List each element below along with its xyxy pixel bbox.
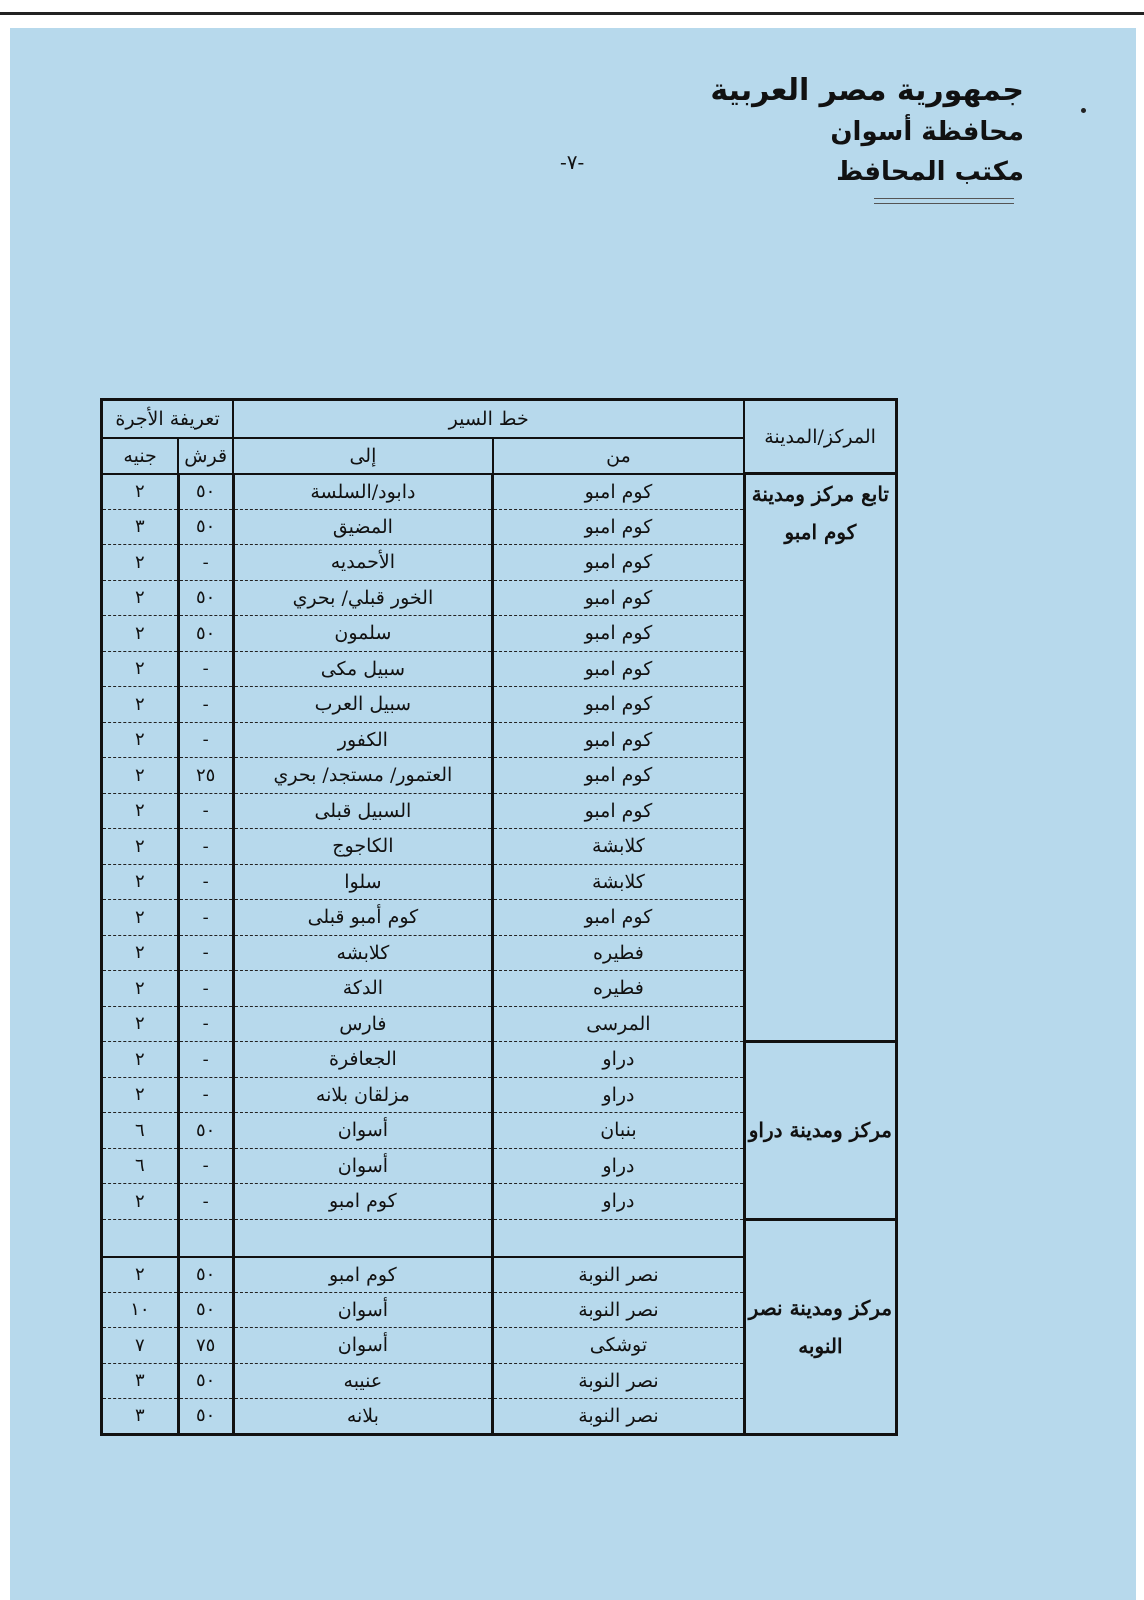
- pound-cell: ٢: [102, 758, 179, 794]
- from-cell: فطيره: [493, 971, 745, 1007]
- qirsh-cell: -: [178, 1184, 233, 1220]
- to-cell: سلوا: [233, 864, 493, 900]
- header-pound: جنيه: [102, 438, 179, 474]
- to-cell: الخور قبلي/ بحري: [233, 580, 493, 616]
- from-cell: كوم امبو: [493, 509, 745, 545]
- pound-cell: ٢: [102, 971, 179, 1007]
- region-cell: مركز ومدينة نصر النوبه: [744, 1219, 896, 1434]
- pound-cell: ٢: [102, 580, 179, 616]
- letterhead-governorate: محافظة أسوان: [830, 117, 1024, 147]
- pound-cell: ٣: [102, 509, 179, 545]
- to-cell: الجعافرة: [233, 1042, 493, 1078]
- from-cell: كلابشة: [493, 829, 745, 865]
- letterhead-underline: [874, 198, 1014, 204]
- empty-cell: [493, 1219, 745, 1257]
- pound-cell: ٢: [102, 1257, 179, 1293]
- qirsh-cell: -: [178, 722, 233, 758]
- pound-cell: ٢: [102, 864, 179, 900]
- page-number: -٧-: [560, 150, 585, 174]
- qirsh-cell: -: [178, 687, 233, 723]
- qirsh-cell: ٥٠: [178, 1257, 233, 1293]
- from-cell: المرسى: [493, 1006, 745, 1042]
- qirsh-cell: ٥٠: [178, 474, 233, 510]
- pound-cell: ٢: [102, 1042, 179, 1078]
- from-cell: بنبان: [493, 1113, 745, 1149]
- qirsh-cell: -: [178, 545, 233, 581]
- header-to: إلى: [233, 438, 493, 474]
- from-cell: كوم امبو: [493, 474, 745, 510]
- to-cell: أسوان: [233, 1292, 493, 1328]
- fare-table: [100, 398, 898, 1436]
- pound-cell: ٢: [102, 1184, 179, 1220]
- from-cell: نصر النوبة: [493, 1363, 745, 1399]
- qirsh-cell: ٥٠: [178, 580, 233, 616]
- qirsh-cell: -: [178, 900, 233, 936]
- pound-cell: ٢: [102, 545, 179, 581]
- header-region: المركز/المدينة: [744, 400, 896, 474]
- to-cell: الدكة: [233, 971, 493, 1007]
- empty-cell: [178, 1219, 233, 1257]
- top-edge: [0, 0, 1144, 15]
- to-cell: سبيل العرب: [233, 687, 493, 723]
- qirsh-cell: ٥٠: [178, 1399, 233, 1435]
- qirsh-cell: ٧٥: [178, 1328, 233, 1364]
- ink-dot: [1081, 108, 1086, 113]
- qirsh-cell: -: [178, 651, 233, 687]
- qirsh-cell: -: [178, 793, 233, 829]
- pound-cell: ٣: [102, 1363, 179, 1399]
- from-cell: كوم امبو: [493, 793, 745, 829]
- table-row: [102, 474, 897, 510]
- from-cell: كلابشة: [493, 864, 745, 900]
- qirsh-cell: ٥٠: [178, 509, 233, 545]
- empty-cell: [233, 1219, 493, 1257]
- qirsh-cell: -: [178, 1042, 233, 1078]
- to-cell: الكاجوج: [233, 829, 493, 865]
- to-cell: السبيل قبلى: [233, 793, 493, 829]
- fare-table-body: [102, 474, 897, 1435]
- spacer-row: [102, 1219, 897, 1257]
- to-cell: أسوان: [233, 1113, 493, 1149]
- pound-cell: ٣: [102, 1399, 179, 1435]
- pound-cell: ٢: [102, 616, 179, 652]
- from-cell: نصر النوبة: [493, 1257, 745, 1293]
- letterhead-office: مكتب المحافظ: [836, 157, 1024, 187]
- to-cell: كوم أمبو قبلى: [233, 900, 493, 936]
- to-cell: بلانه: [233, 1399, 493, 1435]
- from-cell: كوم امبو: [493, 651, 745, 687]
- from-cell: توشكى: [493, 1328, 745, 1364]
- to-cell: كلابشه: [233, 935, 493, 971]
- pound-cell: ٢: [102, 474, 179, 510]
- letterhead-country: جمهورية مصر العربية: [710, 73, 1024, 108]
- from-cell: كوم امبو: [493, 722, 745, 758]
- to-cell: أسوان: [233, 1328, 493, 1364]
- to-cell: دابود/السلسة: [233, 474, 493, 510]
- region-cell: تابع مركز ومدينة كوم امبو: [744, 474, 896, 1042]
- qirsh-cell: -: [178, 1006, 233, 1042]
- header-from: من: [493, 438, 745, 474]
- to-cell: كوم امبو: [233, 1184, 493, 1220]
- qirsh-cell: -: [178, 864, 233, 900]
- pound-cell: ٦: [102, 1148, 179, 1184]
- header-fare: تعريفة الأجرة: [102, 400, 234, 438]
- to-cell: الأحمديه: [233, 545, 493, 581]
- pound-cell: ٢: [102, 900, 179, 936]
- qirsh-cell: ٥٠: [178, 1292, 233, 1328]
- pound-cell: ٢: [102, 651, 179, 687]
- empty-cell: [102, 1219, 179, 1257]
- header-qirsh: قرش: [178, 438, 233, 474]
- pound-cell: ١٠: [102, 1292, 179, 1328]
- pound-cell: ٢: [102, 829, 179, 865]
- letterhead: [710, 70, 1024, 204]
- to-cell: كوم امبو: [233, 1257, 493, 1293]
- header-route: خط السير: [233, 400, 744, 438]
- from-cell: كوم امبو: [493, 900, 745, 936]
- from-cell: نصر النوبة: [493, 1399, 745, 1435]
- from-cell: دراو: [493, 1042, 745, 1078]
- pound-cell: ٢: [102, 793, 179, 829]
- pound-cell: ٢: [102, 1006, 179, 1042]
- from-cell: كوم امبو: [493, 758, 745, 794]
- from-cell: كوم امبو: [493, 580, 745, 616]
- from-cell: دراو: [493, 1148, 745, 1184]
- from-cell: فطيره: [493, 935, 745, 971]
- pound-cell: ٢: [102, 687, 179, 723]
- region-cell: مركز ومدينة دراو: [744, 1042, 896, 1220]
- pound-cell: ٦: [102, 1113, 179, 1149]
- to-cell: الكفور: [233, 722, 493, 758]
- from-cell: نصر النوبة: [493, 1292, 745, 1328]
- to-cell: أسوان: [233, 1148, 493, 1184]
- qirsh-cell: -: [178, 971, 233, 1007]
- qirsh-cell: ٥٠: [178, 616, 233, 652]
- qirsh-cell: -: [178, 1077, 233, 1113]
- pound-cell: ٢: [102, 722, 179, 758]
- pound-cell: ٢: [102, 1077, 179, 1113]
- to-cell: فارس: [233, 1006, 493, 1042]
- to-cell: العتمور/ مستجد/ بحري: [233, 758, 493, 794]
- from-cell: كوم امبو: [493, 687, 745, 723]
- from-cell: كوم امبو: [493, 545, 745, 581]
- to-cell: عنيبه: [233, 1363, 493, 1399]
- qirsh-cell: ٢٥: [178, 758, 233, 794]
- from-cell: دراو: [493, 1077, 745, 1113]
- qirsh-cell: -: [178, 1148, 233, 1184]
- qirsh-cell: ٥٠: [178, 1363, 233, 1399]
- qirsh-cell: -: [178, 829, 233, 865]
- to-cell: سبيل مكى: [233, 651, 493, 687]
- to-cell: المضيق: [233, 509, 493, 545]
- qirsh-cell: ٥٠: [178, 1113, 233, 1149]
- pound-cell: ٧: [102, 1328, 179, 1364]
- qirsh-cell: -: [178, 935, 233, 971]
- pound-cell: ٢: [102, 935, 179, 971]
- to-cell: سلمون: [233, 616, 493, 652]
- table-row: [102, 1042, 897, 1078]
- from-cell: دراو: [493, 1184, 745, 1220]
- from-cell: كوم امبو: [493, 616, 745, 652]
- to-cell: مزلقان بلانه: [233, 1077, 493, 1113]
